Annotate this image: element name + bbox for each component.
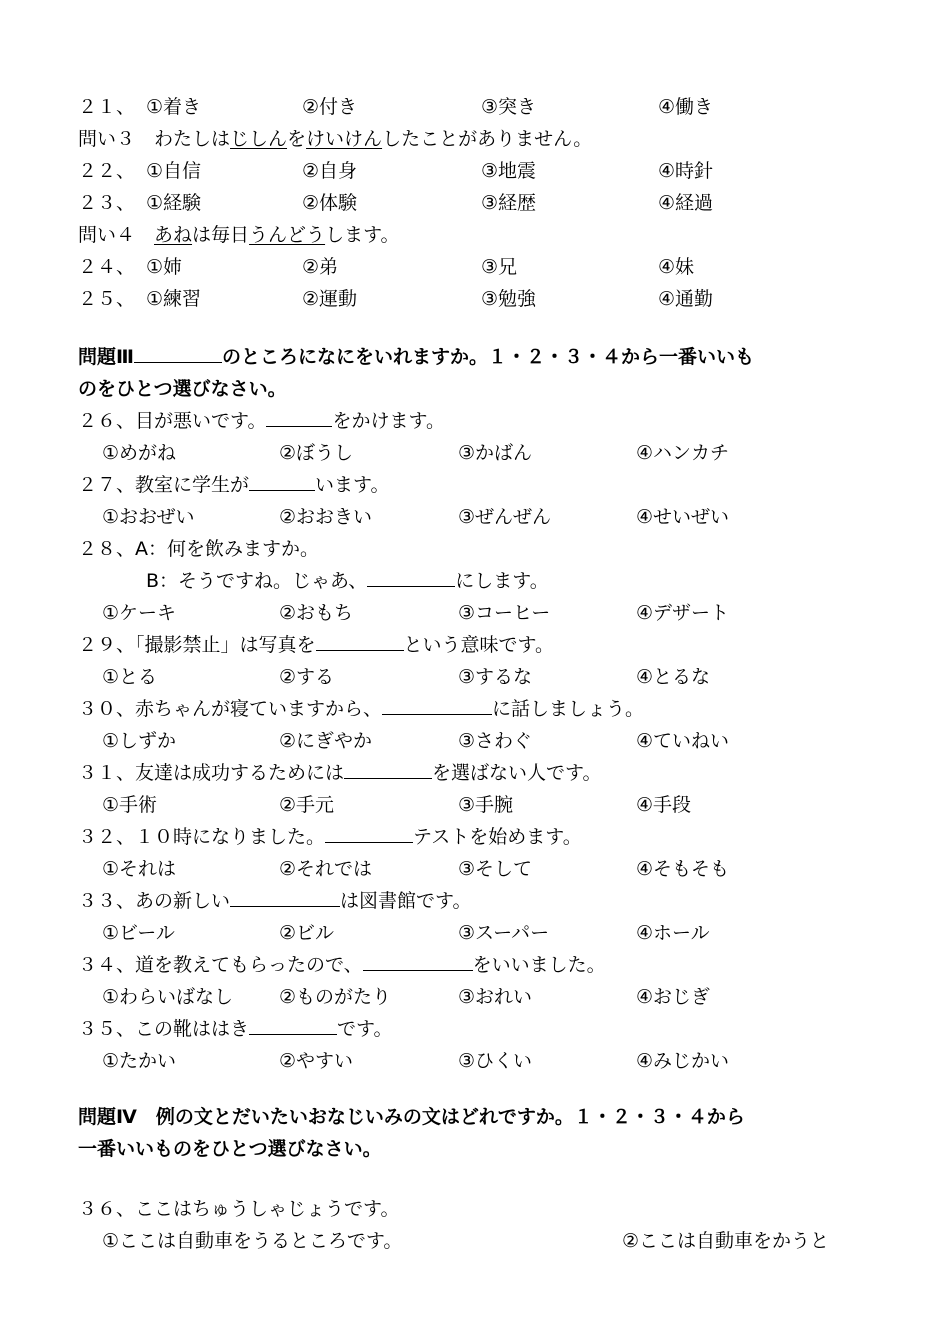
option-1: ①ここは自動車をうるところです。 bbox=[102, 1230, 403, 1252]
section-instruction: のをひとつ選びなさい。 bbox=[78, 378, 287, 400]
option-4: ④そもそも bbox=[636, 858, 730, 880]
prompt-text: したことがありません。 bbox=[382, 128, 593, 150]
answer-blank bbox=[367, 566, 455, 587]
question-21 bbox=[0, 92, 950, 122]
section-instruction: 一番いいものをひとつ選びなさい。 bbox=[78, 1138, 382, 1160]
answer-blank bbox=[363, 950, 473, 971]
option-3: ③地震 bbox=[481, 160, 537, 182]
answer-blank bbox=[382, 694, 492, 715]
section-label: 問題Ⅲ bbox=[78, 346, 134, 368]
question-25 bbox=[0, 284, 950, 314]
question-text: います。 bbox=[315, 474, 390, 496]
question-26 bbox=[0, 406, 950, 436]
question-text: ３５、この靴ははき bbox=[78, 1018, 250, 1040]
option-3: ③ぜんぜん bbox=[458, 506, 552, 528]
option-1: ①それは bbox=[102, 858, 177, 880]
section-3-heading-cont bbox=[0, 374, 950, 404]
option-3: ③おれい bbox=[458, 986, 533, 1008]
question-36 bbox=[0, 1194, 950, 1224]
option-2: ②ぼうし bbox=[279, 442, 354, 464]
question-text: に話しましょう。 bbox=[492, 698, 645, 720]
option-4: ④とるな bbox=[636, 666, 711, 688]
option-4: ④手段 bbox=[636, 794, 692, 816]
option-2: ②おおきい bbox=[279, 506, 373, 528]
answer-blank bbox=[325, 822, 413, 843]
question-text: ３１、友達は成功するためには bbox=[78, 762, 345, 784]
option-2: ②体験 bbox=[302, 192, 358, 214]
option-1: ①姉 bbox=[146, 256, 183, 278]
underlined-word: あね bbox=[154, 224, 193, 246]
question-prompt-4 bbox=[0, 220, 950, 250]
option-4: ④時針 bbox=[658, 160, 714, 182]
option-3: ③手腕 bbox=[458, 794, 514, 816]
option-2: ②ものがたり bbox=[279, 986, 392, 1008]
question-34 bbox=[0, 950, 950, 980]
options-27 bbox=[0, 502, 950, 532]
underlined-word: けいけん bbox=[306, 128, 383, 150]
question-text: です。 bbox=[337, 1018, 393, 1040]
question-number: ２２、 bbox=[78, 160, 136, 182]
option-4: ④せいぜい bbox=[636, 506, 730, 528]
option-2: ②やすい bbox=[279, 1050, 354, 1072]
options-34 bbox=[0, 982, 950, 1012]
question-22 bbox=[0, 156, 950, 186]
options-28 bbox=[0, 598, 950, 628]
question-text: をかけます。 bbox=[332, 410, 445, 432]
option-2: ②弟 bbox=[302, 256, 339, 278]
option-1: ①自信 bbox=[146, 160, 202, 182]
option-1: ①しずか bbox=[102, 730, 177, 752]
option-1: ①おおぜい bbox=[102, 506, 195, 528]
option-1: ①わらいばなし bbox=[102, 986, 234, 1008]
question-text: ２８、A：何を飲みますか。 bbox=[78, 538, 319, 560]
option-4: ④妹 bbox=[658, 256, 695, 278]
option-4: ④おじぎ bbox=[636, 986, 711, 1008]
answer-blank bbox=[266, 406, 332, 427]
option-1: ①経験 bbox=[146, 192, 202, 214]
option-1: ①着き bbox=[146, 96, 202, 118]
question-text: ３０、赤ちゃんが寝ていますから、 bbox=[78, 698, 383, 720]
option-4: ④ていねい bbox=[636, 730, 730, 752]
question-number: ２３、 bbox=[78, 192, 136, 214]
question-number: ２１、 bbox=[78, 96, 136, 118]
option-1: ①ケーキ bbox=[102, 602, 177, 624]
question-33 bbox=[0, 886, 950, 916]
question-text: という意味です。 bbox=[403, 634, 554, 656]
question-text: をいいました。 bbox=[472, 954, 606, 976]
option-4: ④通勤 bbox=[658, 288, 714, 310]
options-26 bbox=[0, 438, 950, 468]
option-3: ③さわぐ bbox=[458, 730, 533, 752]
question-text: は図書館です。 bbox=[340, 890, 472, 912]
question-text: ３４、道を教えてもらったので、 bbox=[78, 954, 363, 976]
option-2: ②それでは bbox=[279, 858, 373, 880]
option-2: ②付き bbox=[302, 96, 358, 118]
option-3: ③するな bbox=[458, 666, 533, 688]
option-3: ③兄 bbox=[481, 256, 518, 278]
question-text: にします。 bbox=[455, 570, 549, 592]
question-text: ２７、教室に学生が bbox=[78, 474, 250, 496]
section-3-heading bbox=[0, 342, 950, 372]
question-number: ２５、 bbox=[78, 288, 136, 310]
option-2: ②自身 bbox=[302, 160, 358, 182]
question-prompt-3 bbox=[0, 124, 950, 154]
underlined-word: うんどう bbox=[249, 224, 326, 246]
option-2: ②する bbox=[279, 666, 335, 688]
option-3: ③勉強 bbox=[481, 288, 537, 310]
section-instruction: 問題Ⅳ 例の文とだいたいおなじいみの文はどれですか。１・２・３・４から bbox=[78, 1106, 745, 1128]
options-31 bbox=[0, 790, 950, 820]
question-30 bbox=[0, 694, 950, 724]
option-2: ②にぎやか bbox=[279, 730, 373, 752]
question-text: ２６、目が悪いです。 bbox=[78, 410, 267, 432]
answer-blank bbox=[344, 758, 432, 779]
option-2: ②運動 bbox=[302, 288, 358, 310]
option-4: ④デザート bbox=[636, 602, 730, 624]
answer-blank bbox=[249, 470, 315, 491]
answer-blank bbox=[230, 886, 340, 907]
question-text: を選ばない人です。 bbox=[432, 762, 602, 784]
option-3: ③かばん bbox=[458, 442, 533, 464]
option-2: ②ここは自動車をかうと bbox=[622, 1230, 830, 1252]
question-text: ２９、「撮影禁止」は写真を bbox=[78, 634, 316, 656]
question-27 bbox=[0, 470, 950, 500]
options-35 bbox=[0, 1046, 950, 1076]
question-text: ３６、ここはちゅうしゃじょうです。 bbox=[78, 1198, 400, 1220]
option-2: ②おもち bbox=[279, 602, 354, 624]
answer-blank bbox=[249, 1014, 337, 1035]
question-text: B：そうですね。じゃあ、 bbox=[146, 570, 368, 592]
question-28 bbox=[0, 534, 950, 564]
answer-blank bbox=[134, 342, 222, 363]
question-text: ３２、１０時になりました。 bbox=[78, 826, 326, 848]
option-2: ②手元 bbox=[279, 794, 335, 816]
question-32 bbox=[0, 822, 950, 852]
options-30 bbox=[0, 726, 950, 756]
options-36 bbox=[0, 1226, 950, 1256]
option-4: ④みじかい bbox=[636, 1050, 730, 1072]
option-3: ③コーヒー bbox=[458, 602, 551, 624]
question-23 bbox=[0, 188, 950, 218]
question-28-reply bbox=[0, 566, 950, 596]
section-4-heading bbox=[0, 1102, 950, 1132]
options-33 bbox=[0, 918, 950, 948]
question-text: テストを始めます。 bbox=[413, 826, 582, 848]
options-32 bbox=[0, 854, 950, 884]
option-3: ③スーパー bbox=[458, 922, 550, 944]
option-3: ③ひくい bbox=[458, 1050, 533, 1072]
option-1: ①練習 bbox=[146, 288, 202, 310]
prompt-text: 問い４ bbox=[78, 224, 155, 246]
option-4: ④ハンカチ bbox=[636, 442, 730, 464]
prompt-text: を bbox=[287, 128, 307, 150]
option-1: ①ビール bbox=[102, 922, 175, 944]
option-1: ①たかい bbox=[102, 1050, 177, 1072]
prompt-text: は毎日 bbox=[192, 224, 250, 246]
section-instruction: のところになにをいれますか。１・２・３・４から一番いいも bbox=[221, 346, 754, 368]
question-31 bbox=[0, 758, 950, 788]
option-3: ③突き bbox=[481, 96, 537, 118]
option-4: ④経過 bbox=[658, 192, 714, 214]
section-4-heading-cont bbox=[0, 1134, 950, 1164]
answer-blank bbox=[316, 630, 404, 651]
underlined-word: じしん bbox=[230, 128, 288, 150]
option-3: ③そして bbox=[458, 858, 533, 880]
option-2: ②ビル bbox=[279, 922, 335, 944]
question-text: ３３、あの新しい bbox=[78, 890, 231, 912]
prompt-text: 問い３ わたしは bbox=[78, 128, 231, 150]
question-number: ２４、 bbox=[78, 256, 136, 278]
option-1: ①手術 bbox=[102, 794, 158, 816]
option-4: ④働き bbox=[658, 96, 714, 118]
option-1: ①めがね bbox=[102, 442, 177, 464]
option-3: ③経歴 bbox=[481, 192, 537, 214]
prompt-text: します。 bbox=[325, 224, 400, 246]
question-29 bbox=[0, 630, 950, 660]
option-4: ④ホール bbox=[636, 922, 710, 944]
question-24 bbox=[0, 252, 950, 282]
question-35 bbox=[0, 1014, 950, 1044]
option-1: ①とる bbox=[102, 666, 158, 688]
options-29 bbox=[0, 662, 950, 692]
